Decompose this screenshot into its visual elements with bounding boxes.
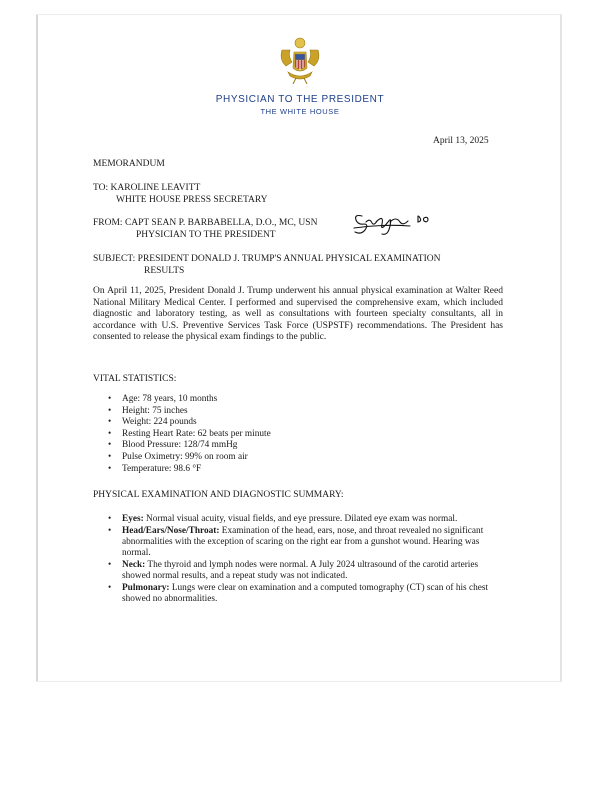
exam-text: Normal visual acuity, visual fields, and eye pressure. Dilated eye exam was normal. <box>143 514 458 524</box>
page-edge-bottom <box>36 681 562 682</box>
vital-item: • Resting Heart Rate: 62 beats per minute <box>108 429 271 441</box>
memo-from-line2: PHYSICIAN TO THE PRESIDENT <box>136 230 276 240</box>
exam-label: Eyes: <box>122 514 144 524</box>
exam-item-heent <box>108 526 503 559</box>
vital-statistics-list <box>108 394 271 475</box>
exam-label: Pulmonary: <box>122 583 170 593</box>
intro-paragraph: On April 11, 2025, President Donald J. Trump underwent his annual physical examination at Walter Reed National Military Medical Center. I performed and supervised the comprehensive exam, which included diagnostic and laboratory testing, as well as consultations with fourteen specialty consultants, all in accordance with U.S. Preventive Services Task Force (USPSTF) recommendations. The President has consented to release the physical exam findings to the public. <box>93 286 503 343</box>
exam-item-eyes <box>108 514 503 525</box>
vital-item: • Pulse Oximetry: 99% on room air <box>108 452 271 464</box>
memo-to-line2: WHITE HOUSE PRESS SECRETARY <box>116 195 268 205</box>
memo-type: MEMORANDUM <box>93 159 165 169</box>
exam-text: The thyroid and lymph nodes were normal. A July 2024 ultrasound of the carotid arteries showed normal results, and a repeat study was not indicated. <box>122 560 479 581</box>
vital-item: • Weight: 224 pounds <box>108 417 271 429</box>
vital-item: • Temperature: 98.6 °F <box>108 464 271 476</box>
memo-subject-line2: RESULTS <box>144 266 185 276</box>
memo-subject-line1: SUBJECT: PRESIDENT DONALD J. TRUMP'S ANNUAL PHYSICAL EXAMINATION <box>93 254 441 264</box>
exam-item-neck <box>108 560 503 582</box>
letterhead-subtitle: THE WHITE HOUSE <box>260 107 340 116</box>
presidential-seal-icon <box>276 36 324 86</box>
exam-text: Examination of the head, ears, nose, and throat revealed no significant abnormalities with the exception of scaring on the right ear from a gunshot wound. Hearing was normal. <box>122 526 484 558</box>
physical-exam-list <box>108 514 503 606</box>
exam-label: Head/Ears/Nose/Throat: <box>122 526 220 536</box>
memo-from-line1: FROM: CAPT SEAN P. BARBABELLA, D.O., MC, USN <box>93 218 318 228</box>
page-edge-top <box>36 14 562 15</box>
exam-label: Neck: <box>122 560 146 570</box>
memo-date: April 13, 2025 <box>433 136 489 146</box>
letterhead-title: PHYSICIAN TO THE PRESIDENT <box>215 94 385 105</box>
handwritten-signature <box>352 210 437 240</box>
vital-item: • Blood Pressure: 128/74 mmHg <box>108 440 271 452</box>
exam-text: Lungs were clear on examination and a computed tomography (CT) scan of his chest showed no abnormalities. <box>122 583 489 604</box>
physical-exam-heading: PHYSICAL EXAMINATION AND DIAGNOSTIC SUMMARY: <box>93 490 344 500</box>
vital-statistics-heading: VITAL STATISTICS: <box>93 374 177 384</box>
vital-item: • Height: 75 inches <box>108 406 271 418</box>
vital-item: • Age: 78 years, 10 months <box>108 394 271 406</box>
memo-to-line1: TO: KAROLINE LEAVITT <box>93 183 201 193</box>
exam-item-pulmonary <box>108 583 503 605</box>
